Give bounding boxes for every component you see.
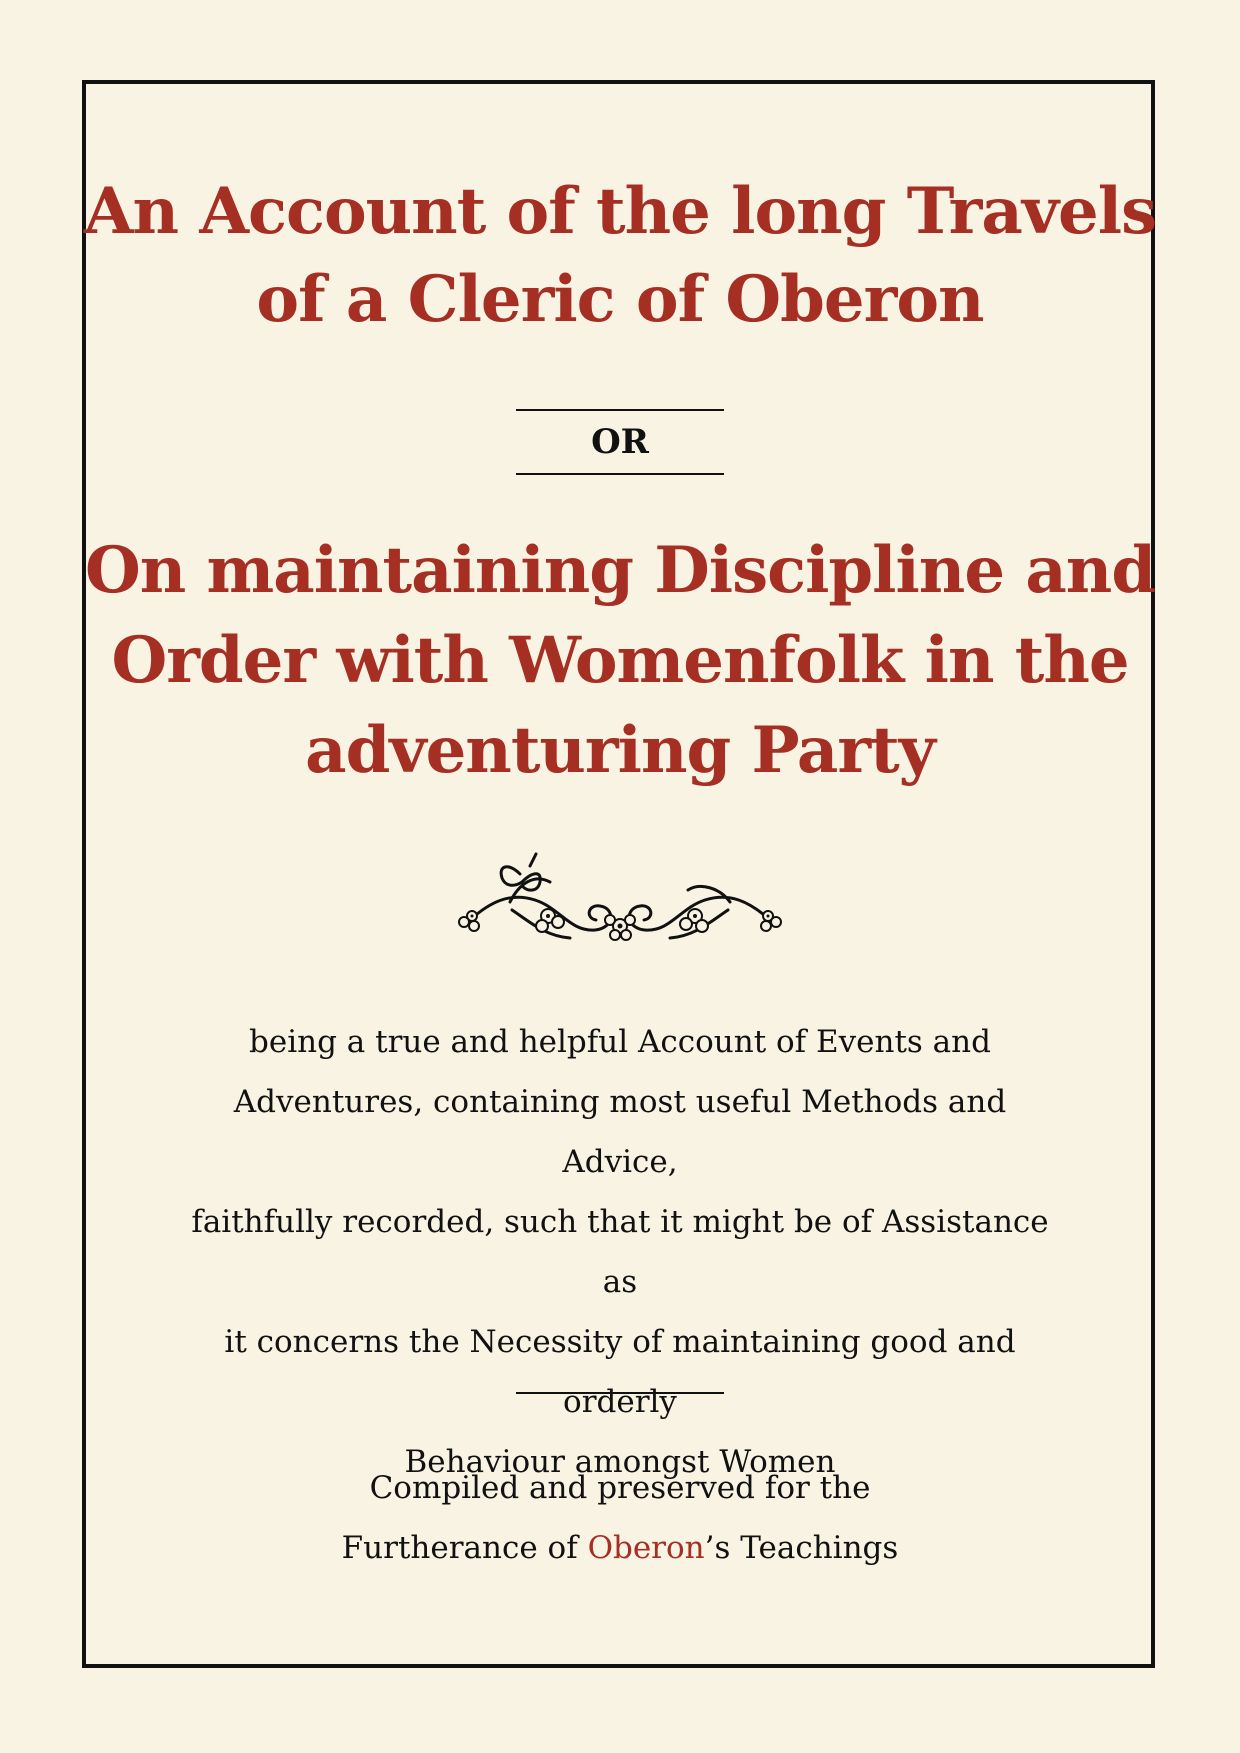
divider-rule-top <box>516 409 724 411</box>
main-title-line-2: of a Cleric of Oberon <box>256 262 984 337</box>
floral-vine-ornament-icon <box>450 852 790 952</box>
alternate-title-line-2: Order with Womenfolk in the <box>111 623 1129 698</box>
colophon-suffix: ’s Teachings <box>704 1530 899 1566</box>
alternate-title-line-1: On maintaining Discipline and <box>84 533 1156 608</box>
alternate-title-line-3: adventuring Party <box>305 713 935 788</box>
description-line-4: it concerns the Necessity of maintaining good and orderly <box>224 1324 1016 1420</box>
description-line-3: faithfully recorded, such that it might be of Assistance as <box>191 1204 1049 1300</box>
alternate-title <box>0 526 1240 796</box>
oberon-highlight: Oberon <box>587 1530 705 1566</box>
description-line-5: Behaviour amongst Women <box>404 1444 836 1480</box>
divider-rule-bottom <box>516 473 724 475</box>
colophon-prefix: Furtherance of <box>341 1530 588 1566</box>
description-line-2: Adventures, containing most useful Methods and Advice, <box>233 1084 1007 1180</box>
description-paragraph <box>190 1012 1050 1492</box>
colophon-line-1: Compiled and preserved for the <box>369 1470 871 1506</box>
colophon <box>0 1458 1240 1578</box>
main-title <box>0 168 1240 344</box>
colophon-line-2 <box>342 1530 899 1566</box>
main-title-line-1: An Account of the long Travels <box>83 174 1157 249</box>
or-separator-label: OR <box>591 422 649 462</box>
description-line-1: being a true and helpful Account of Events and <box>249 1024 991 1060</box>
divider-rule-colophon <box>516 1392 724 1394</box>
